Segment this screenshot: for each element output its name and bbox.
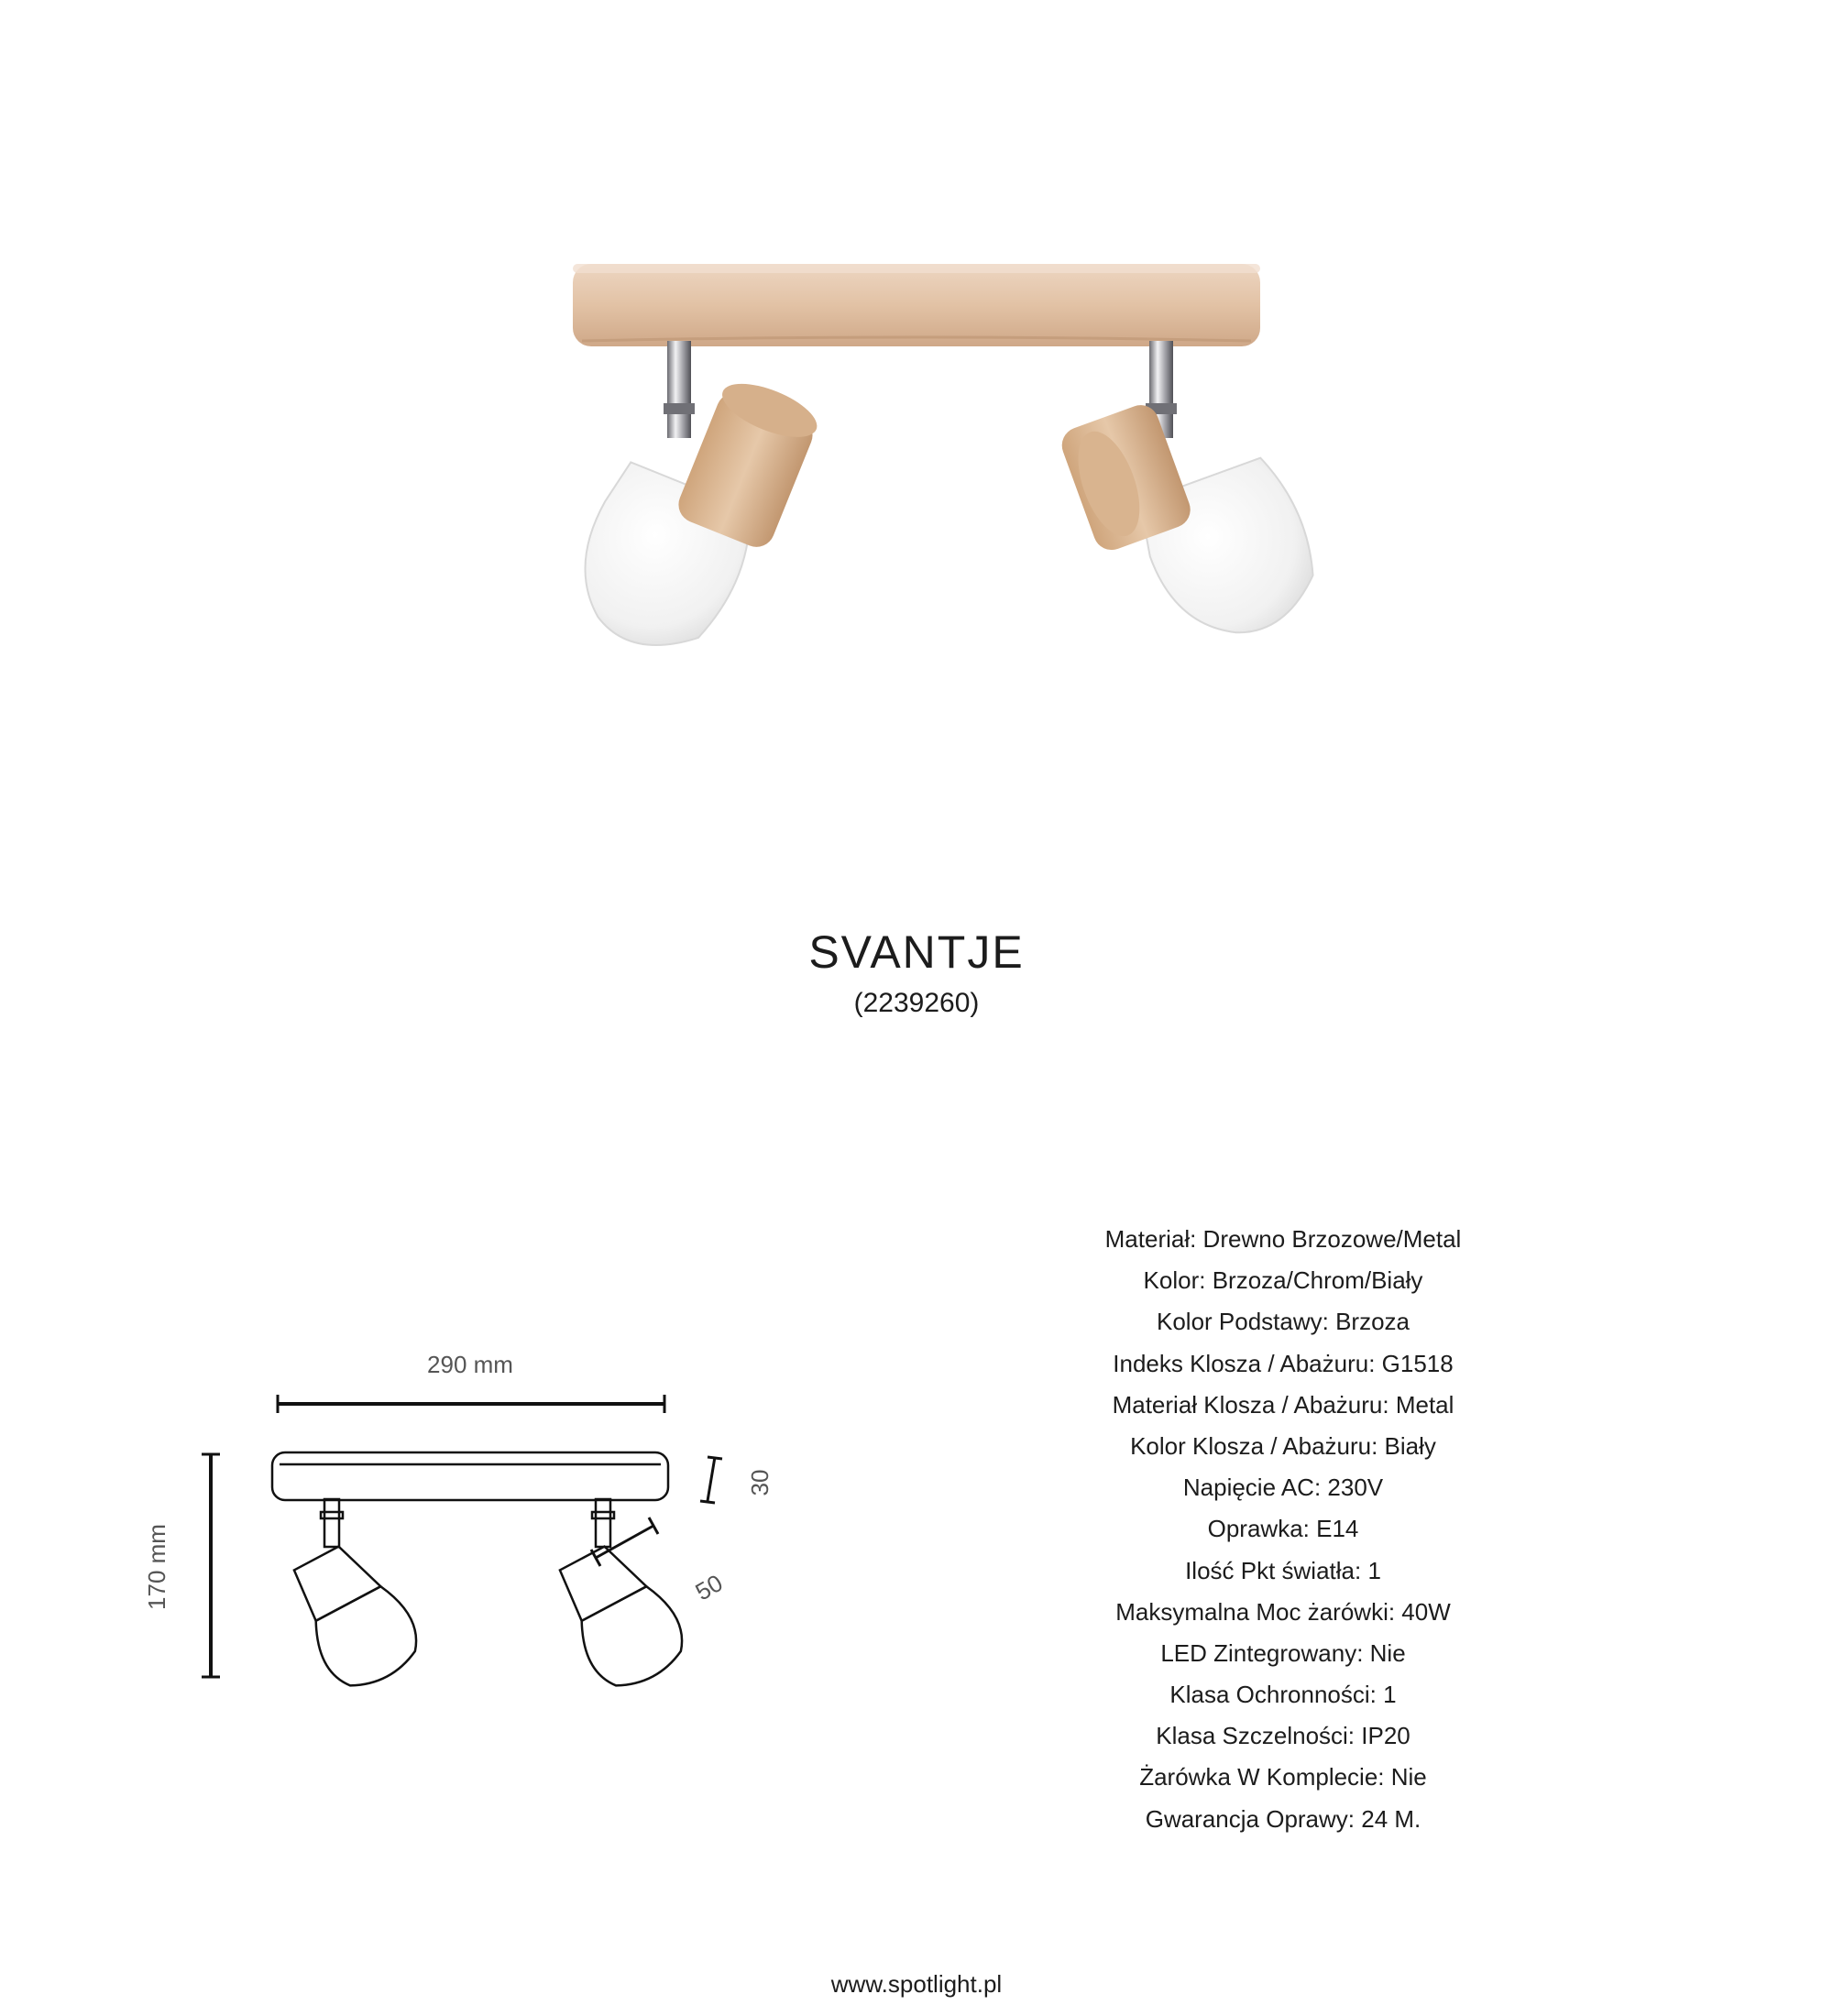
- width-dimension-label: 290 mm: [427, 1351, 513, 1378]
- spec-item: Materiał Klosza / Abażuru: Metal: [1112, 1390, 1454, 1419]
- spec-item: Klasa Szczelności: IP20: [1156, 1722, 1410, 1750]
- left-spot-outline: [280, 1499, 429, 1699]
- side-dimension-label: 50: [690, 1568, 728, 1606]
- product-photo: [495, 238, 1366, 678]
- side-dimension-line: [591, 1517, 658, 1566]
- spec-item: Maksymalna Moc żarówki: 40W: [1115, 1597, 1451, 1626]
- depth-dimension-line: [700, 1457, 722, 1503]
- spec-item: Gwarancja Oprawy: 24 M.: [1145, 1804, 1421, 1833]
- spec-item: Kolor: Brzoza/Chrom/Biały: [1143, 1266, 1423, 1295]
- spec-list: [1008, 1219, 1558, 1840]
- height-dimension-line: [202, 1454, 220, 1677]
- depth-dimension-label: 30: [746, 1469, 774, 1496]
- right-spotlight: [1057, 400, 1331, 657]
- product-name: SVANTJE: [808, 926, 1025, 978]
- right-spot-outline: [545, 1499, 695, 1699]
- wooden-base-bar: [573, 264, 1260, 346]
- spec-item: LED Zintegrowany: Nie: [1160, 1638, 1406, 1667]
- base-bar-outline: [272, 1452, 668, 1500]
- spec-item: Kolor Klosza / Abażuru: Biały: [1130, 1431, 1436, 1460]
- spec-item: Napięcie AC: 230V: [1182, 1474, 1384, 1502]
- spec-item: Ilość Pkt światła: 1: [1185, 1556, 1381, 1584]
- spec-item: Indeks Klosza / Abażuru: G1518: [1113, 1349, 1454, 1377]
- left-chrome-arm: [664, 341, 695, 438]
- left-spotlight: [559, 373, 824, 670]
- spec-item: Kolor Podstawy: Brzoza: [1156, 1308, 1410, 1336]
- height-dimension-label: 170 mm: [143, 1524, 170, 1610]
- spec-item: Żarówka W Komplecie: Nie: [1139, 1763, 1427, 1791]
- product-code: (2239260): [853, 988, 980, 1018]
- spec-item: Materiał: Drewno Brzozowe/Metal: [1104, 1225, 1462, 1253]
- website-link[interactable]: www.spotlight.pl: [830, 1970, 1003, 1998]
- dimension-drawing: [128, 1320, 825, 1723]
- width-dimension-line: [278, 1395, 664, 1413]
- spec-item: Oprawka: E14: [1207, 1515, 1359, 1543]
- spec-item: Klasa Ochronności: 1: [1169, 1681, 1397, 1709]
